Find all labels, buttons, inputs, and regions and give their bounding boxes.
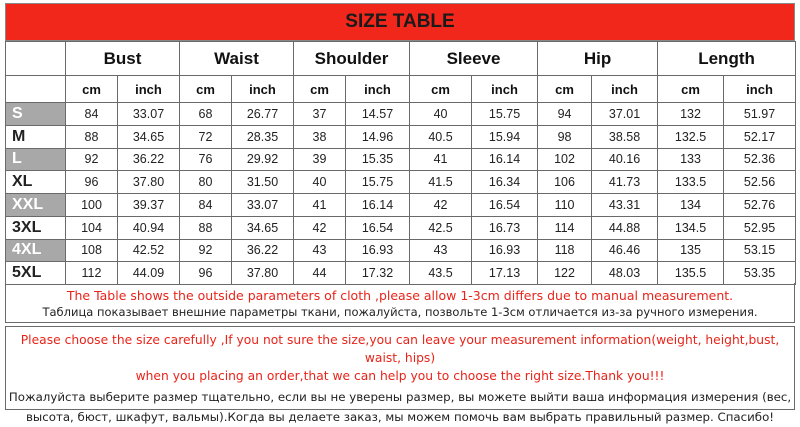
size-value-cell: 76: [180, 148, 232, 171]
size-value-cell: 37.01: [592, 103, 658, 126]
size-value-cell: 44.09: [118, 262, 180, 285]
size-value-cell: 122: [538, 262, 592, 285]
size-row: [6, 239, 796, 262]
size-value-cell: 44.88: [592, 216, 658, 239]
column-header: Waist: [180, 42, 294, 76]
unit-label: inch: [232, 76, 294, 103]
size-value-cell: 52.36: [724, 148, 796, 171]
size-value-cell: 133: [658, 148, 724, 171]
size-advice: [5, 326, 795, 424]
measurement-header-row: [6, 42, 796, 76]
size-value-cell: 17.13: [472, 262, 538, 285]
size-value-cell: 36.22: [232, 239, 294, 262]
size-value-cell: 39.37: [118, 194, 180, 217]
size-value-cell: 40.16: [592, 148, 658, 171]
size-value-cell: 31.50: [232, 171, 294, 194]
size-value-cell: 134.5: [658, 216, 724, 239]
size-value-cell: 37: [294, 103, 346, 126]
size-value-cell: 43: [410, 239, 472, 262]
measurement-note: [5, 283, 795, 323]
size-value-cell: 14.57: [346, 103, 410, 126]
size-value-cell: 41.5: [410, 171, 472, 194]
unit-label: cm: [180, 76, 232, 103]
size-value-cell: 42.52: [118, 239, 180, 262]
size-value-cell: 44: [294, 262, 346, 285]
note-english: The Table shows the outside parameters of cloth ,please allow 1-3cm differs due to manual measurement.: [66, 288, 734, 303]
size-value-cell: 14.96: [346, 125, 410, 148]
size-label: XL: [6, 171, 66, 194]
size-value-cell: 84: [66, 103, 118, 126]
size-value-cell: 17.32: [346, 262, 410, 285]
size-value-cell: 132.5: [658, 125, 724, 148]
size-value-cell: 42: [294, 216, 346, 239]
column-header: Length: [658, 42, 796, 76]
unit-label: inch: [346, 76, 410, 103]
column-header: Bust: [66, 42, 180, 76]
size-label: 3XL: [6, 216, 66, 239]
size-value-cell: 100: [66, 194, 118, 217]
size-value-cell: 96: [66, 171, 118, 194]
size-value-cell: 114: [538, 216, 592, 239]
size-value-cell: 53.35: [724, 262, 796, 285]
size-value-cell: 16.54: [346, 216, 410, 239]
size-label: XXL: [6, 194, 66, 217]
size-value-cell: 38: [294, 125, 346, 148]
size-value-cell: 40.5: [410, 125, 472, 148]
size-value-cell: 135.5: [658, 262, 724, 285]
size-value-cell: 84: [180, 194, 232, 217]
size-value-cell: 43.5: [410, 262, 472, 285]
size-value-cell: 15.75: [472, 103, 538, 126]
size-value-cell: 92: [180, 239, 232, 262]
size-value-cell: 42: [410, 194, 472, 217]
size-value-cell: 108: [66, 239, 118, 262]
size-value-cell: 16.14: [472, 148, 538, 171]
size-value-cell: 36.22: [118, 148, 180, 171]
size-value-cell: 33.07: [118, 103, 180, 126]
size-header-empty: [6, 42, 66, 76]
size-value-cell: 72: [180, 125, 232, 148]
size-value-cell: 96: [180, 262, 232, 285]
size-value-cell: 26.77: [232, 103, 294, 126]
size-value-cell: 46.46: [592, 239, 658, 262]
size-value-cell: 37.80: [232, 262, 294, 285]
size-label: 4XL: [6, 239, 66, 262]
unit-header-row: [6, 76, 796, 103]
unit-label: cm: [538, 76, 592, 103]
size-row: [6, 216, 796, 239]
size-value-cell: 88: [180, 216, 232, 239]
size-value-cell: 134: [658, 194, 724, 217]
size-value-cell: 28.35: [232, 125, 294, 148]
size-value-cell: 135: [658, 239, 724, 262]
advice-russian-line-1: Пожалуйста выберите размер тщательно, если вы не уверены размер, вы можете выйти ваша информация измерения (вес,: [8, 390, 792, 404]
size-value-cell: 34.65: [232, 216, 294, 239]
size-value-cell: 39: [294, 148, 346, 171]
size-value-cell: 43.31: [592, 194, 658, 217]
size-value-cell: 33.07: [232, 194, 294, 217]
unit-label: cm: [66, 76, 118, 103]
size-value-cell: 52.56: [724, 171, 796, 194]
size-row: [6, 103, 796, 126]
size-value-cell: 53.15: [724, 239, 796, 262]
size-value-cell: 51.97: [724, 103, 796, 126]
size-value-cell: 16.54: [472, 194, 538, 217]
size-value-cell: 68: [180, 103, 232, 126]
column-header: Sleeve: [410, 42, 538, 76]
unit-label: inch: [724, 76, 796, 103]
unit-label: inch: [592, 76, 658, 103]
size-label: S: [6, 103, 66, 126]
size-value-cell: 52.17: [724, 125, 796, 148]
size-value-cell: 41: [410, 148, 472, 171]
size-value-cell: 94: [538, 103, 592, 126]
size-value-cell: 106: [538, 171, 592, 194]
size-value-cell: 16.14: [346, 194, 410, 217]
size-row: [6, 262, 796, 285]
unit-label: cm: [658, 76, 724, 103]
unit-label: inch: [118, 76, 180, 103]
advice-english: [6, 331, 794, 385]
size-value-cell: 34.65: [118, 125, 180, 148]
size-value-cell: 41.73: [592, 171, 658, 194]
size-row: [6, 194, 796, 217]
size-table-title: SIZE TABLE: [5, 3, 795, 41]
note-russian: Таблица показывает внешние параметры ткани, пожалуйста, позвольте 1-3см отличается из-за ручного измерения.: [42, 305, 758, 319]
column-header: Shoulder: [294, 42, 410, 76]
size-value-cell: 40: [410, 103, 472, 126]
size-value-cell: 52.76: [724, 194, 796, 217]
size-value-cell: 92: [66, 148, 118, 171]
size-row: [6, 171, 796, 194]
size-value-cell: 16.93: [472, 239, 538, 262]
size-row: [6, 125, 796, 148]
size-value-cell: 98: [538, 125, 592, 148]
advice-russian-line-2: высота, бюст, шкафут, вальмы).Когда вы делаете заказ, мы можем помочь вам выбрать правильный размер. Спасибо!: [25, 410, 775, 424]
column-header: Hip: [538, 42, 658, 76]
size-label: L: [6, 148, 66, 171]
size-value-cell: 43: [294, 239, 346, 262]
size-value-cell: 133.5: [658, 171, 724, 194]
size-rows: [6, 103, 796, 285]
unit-header-empty: [6, 76, 66, 103]
size-label: M: [6, 125, 66, 148]
size-value-cell: 104: [66, 216, 118, 239]
size-value-cell: 41: [294, 194, 346, 217]
size-value-cell: 110: [538, 194, 592, 217]
size-value-cell: 88: [66, 125, 118, 148]
size-value-cell: 40.94: [118, 216, 180, 239]
size-value-cell: 16.93: [346, 239, 410, 262]
size-value-cell: 40: [294, 171, 346, 194]
size-value-cell: 102: [538, 148, 592, 171]
advice-russian: [6, 387, 794, 427]
size-value-cell: 112: [66, 262, 118, 285]
size-value-cell: 15.75: [346, 171, 410, 194]
size-value-cell: 38.58: [592, 125, 658, 148]
unit-label: inch: [472, 76, 538, 103]
size-row: [6, 148, 796, 171]
size-value-cell: 15.35: [346, 148, 410, 171]
size-value-cell: 118: [538, 239, 592, 262]
size-value-cell: 132: [658, 103, 724, 126]
size-value-cell: 37.80: [118, 171, 180, 194]
size-value-cell: 16.34: [472, 171, 538, 194]
size-table: [5, 41, 796, 285]
size-value-cell: 42.5: [410, 216, 472, 239]
size-value-cell: 48.03: [592, 262, 658, 285]
advice-english-line-2: when you placing an order,that we can help you to choose the right size.Thank you!!!: [135, 369, 665, 383]
advice-english-line-1: Please choose the size carefully ,If you not sure the size,you can leave your measurement information(weight, height,bust, waist, hips): [20, 333, 780, 365]
size-value-cell: 16.73: [472, 216, 538, 239]
size-value-cell: 15.94: [472, 125, 538, 148]
size-label: 5XL: [6, 262, 66, 285]
size-value-cell: 52.95: [724, 216, 796, 239]
unit-label: cm: [410, 76, 472, 103]
size-value-cell: 80: [180, 171, 232, 194]
unit-label: cm: [294, 76, 346, 103]
size-value-cell: 29.92: [232, 148, 294, 171]
